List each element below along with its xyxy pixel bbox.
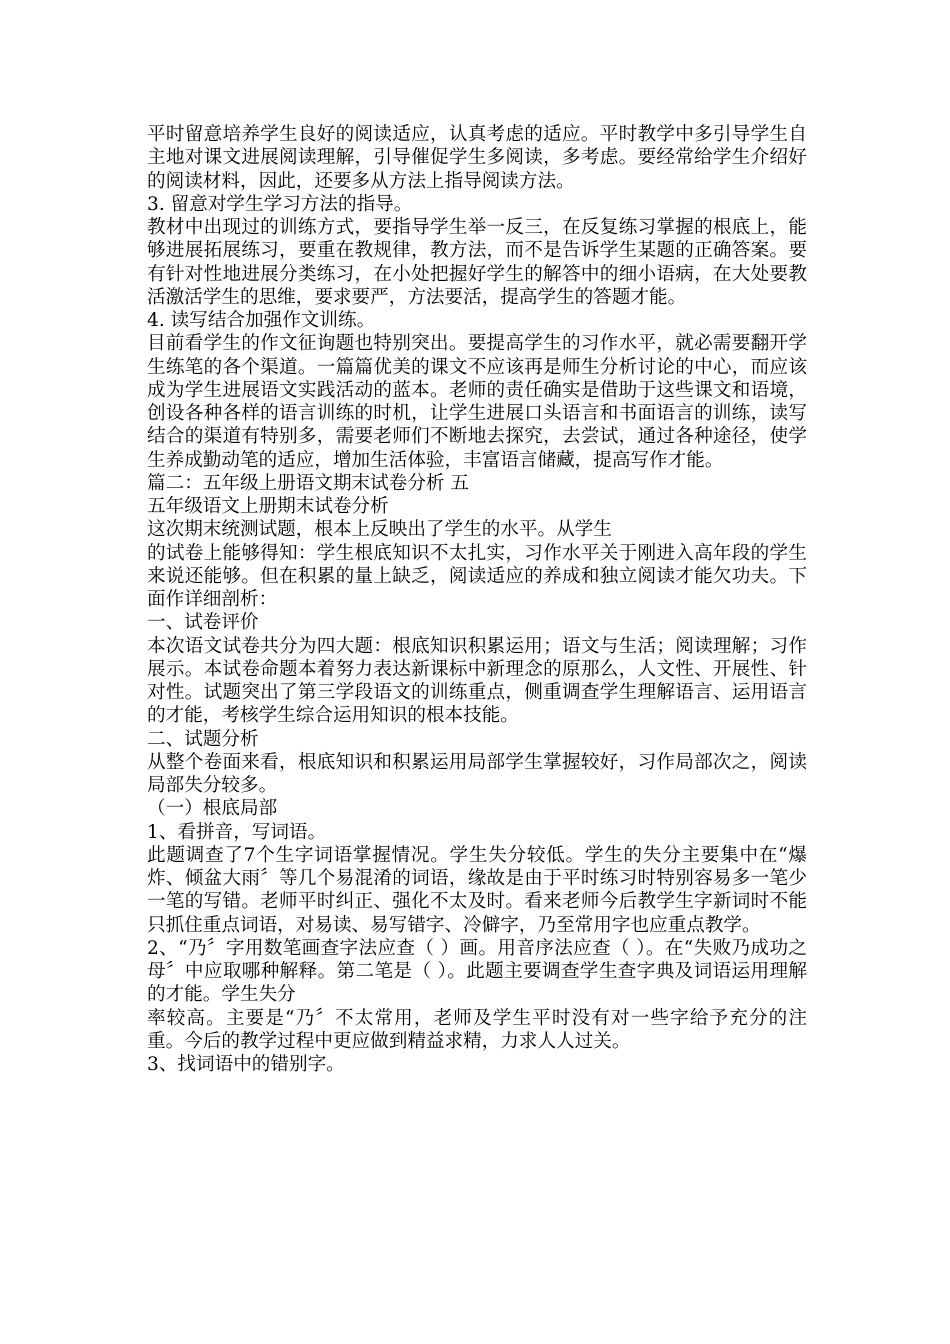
- paragraph: 此题调查了7个生字词语掌握情况。学生失分较低。学生的失分主要集中在“爆炸、倾盆大雨〞等几个易混淆的词语，缘故是由于平时练习时特别容易多一笔少一笔的写错。老师平时纠正、强化不太及时。看来老师今后教学生字新词时不能只抓住重点词语，对易读、易写错字、冷僻字，乃至常用字也应重点教学。: [147, 844, 807, 936]
- document-body: [147, 123, 807, 1076]
- paragraph: 平时留意培养学生良好的阅读适应，认真考虑的适应。平时教学中多引导学生自主地对课文进展阅读理解，引导催促学生多阅读，多考虑。要经常给学生介绍好的阅读材料，因此，还要多从方法上指导阅读方法。: [147, 124, 807, 192]
- numbered-heading: 3、找词语中的错别字。: [147, 1054, 345, 1075]
- section-heading: 二、试题分析: [147, 728, 259, 750]
- paragraph: 率较高。主要是“乃〞不太常用，老师及学生平时没有对一些字给予充分的注重。今后的教学过程中更应做到精益求精，力求人人过关。: [147, 1007, 807, 1052]
- numbered-heading: 3. 留意对学生学习方法的指导。: [147, 193, 413, 215]
- paragraph: 2、“乃〞字用数笔画查字法应查（ ）画。用音序法应查（ ）。在“失败乃成功之母〞中应取哪种解释。第二笔是（ ）。此题主要调查学生查字典及词语运用理解的才能。学生失分: [147, 937, 807, 1006]
- paragraph: 从整个卷面来看，根底知识和积累运用局部学生掌握较好，习作局部次之，阅读局部失分较多。: [147, 751, 807, 796]
- subsection-heading: （一）根底局部: [147, 798, 278, 820]
- paragraph: 这次期末统测试题，根本上反映出了学生的水平。从学生: [147, 519, 612, 541]
- paragraph: 本次语文试卷共分为四大题：根底知识积累运用；语文与生活；阅读理解；习作展示。本试卷命题本着努力表达新课标中新理念的原那么，人文性、开展性、针对性。试题突出了第三学段语文的训练重点，侧重调查学生理解语言、运用语言的才能，考核学生综合运用知识的根本技能。: [147, 635, 807, 727]
- section-heading: 一、试卷评价: [147, 612, 259, 634]
- paragraph: 教材中出现过的训练方式，要指导学生举一反三，在反复练习掌握的根底上，能够进展拓展练习，要重在教规律，教方法，而不是告诉学生某题的正确答案。要有针对性地进展分类练习，在小处把握好学生的解答中的细小语病，在大处要教活激活学生的思维，要求要严，方法要活，提高学生的答题才能。: [147, 217, 807, 308]
- numbered-heading: 1、看拼音，写词语。: [147, 821, 327, 843]
- paragraph: 的试卷上能够得知：学生根底知识不太扎实，习作水平关于刚进入高年段的学生来说还能够。但在积累的量上缺乏，阅读适应的养成和独立阅读才能欠功夫。下面作详细剖析：: [147, 542, 807, 610]
- section-title: 篇二：五年级上册语文期末试卷分析 五: [147, 472, 470, 494]
- numbered-heading: 4. 读写结合加强作文训练。: [147, 310, 376, 331]
- section-subtitle: 五年级语文上册期末试卷分析: [147, 496, 389, 517]
- paragraph: 目前看学生的作文征询题也特别突出。要提高学生的习作水平，就必需要翻开学生练笔的各个渠道。一篇篇优美的课文不应该再是师生分析讨论的中心，而应该成为学生进展语文实践活动的蓝本。老师的责任确实是借助于这些课文和语境，创设各种各样的语言训练的时机，让学生进展口头语言和书面语言的训练，读写结合的渠道有特别多，需要老师们不断地去探究，去尝试，通过各种途径，使学生养成勤动笔的适应，增加生活体验，丰富语言储藏，提高写作才能。: [147, 333, 807, 471]
